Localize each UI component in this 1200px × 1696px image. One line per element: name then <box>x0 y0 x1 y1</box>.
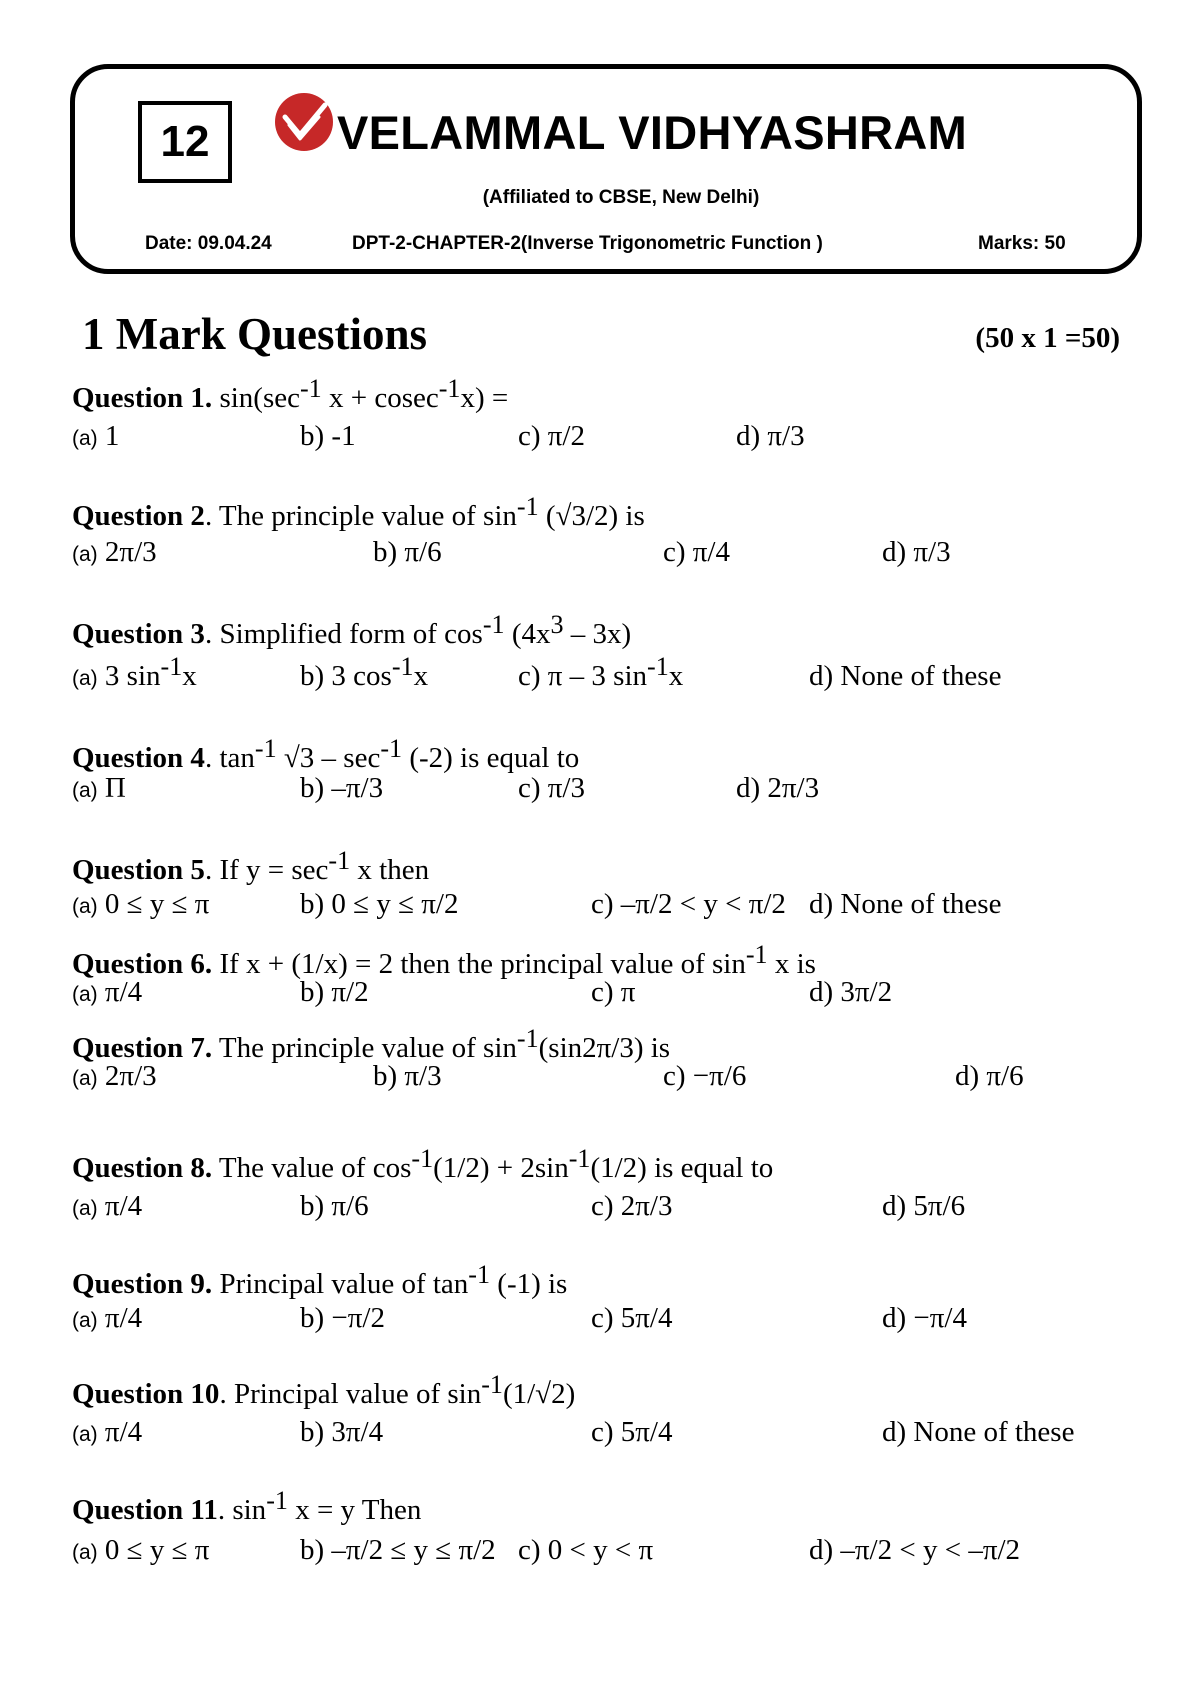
question-label: Question 7. <box>72 1032 213 1064</box>
question-2 <box>72 492 645 533</box>
option-d: d) –π/2 < y < –π/2 <box>809 1534 1021 1566</box>
grade-badge: 12 <box>138 101 232 183</box>
option-d: d) None of these <box>809 888 1002 920</box>
option-b: b) π/6 <box>300 1190 369 1222</box>
option-marker: (a) <box>72 1423 98 1446</box>
option-text: π/4 <box>97 1416 143 1448</box>
test-date: Date: 09.04.24 <box>145 233 272 254</box>
question-label: Question 4 <box>72 742 205 774</box>
option-d: d) −π/4 <box>882 1302 967 1334</box>
option-marker: (a) <box>72 895 98 918</box>
option-c: c) π/3 <box>518 772 585 804</box>
question-text: x then <box>350 854 430 886</box>
question-text: (sin2π/3) is <box>538 1032 671 1064</box>
question-text: . If y = sec <box>204 854 329 886</box>
option-text: 1 <box>97 420 120 452</box>
question-text: x is <box>767 948 816 980</box>
question-label: Question 8. <box>72 1152 213 1184</box>
option-b: b) 0 ≤ y ≤ π/2 <box>300 888 459 920</box>
superscript: -1 <box>568 1144 591 1174</box>
superscript: -1 <box>411 1144 434 1174</box>
affiliation: (Affiliated to CBSE, New Delhi) <box>482 187 760 208</box>
option-d: d) 2π/3 <box>736 772 820 804</box>
option-b: b) −π/2 <box>300 1302 385 1334</box>
test-title: DPT-2-CHAPTER-2(Inverse Trigonometric Function ) <box>352 233 823 254</box>
option-marker: (a) <box>72 543 98 566</box>
question-text: . tan <box>204 742 255 774</box>
option-c: c) π <box>591 976 636 1008</box>
superscript: 3 <box>550 610 564 640</box>
option-c: c) 5π/4 <box>591 1302 673 1334</box>
option-b: b) π/3 <box>373 1060 442 1092</box>
option-a <box>72 888 209 921</box>
question-text: (1/√2) <box>502 1378 576 1410</box>
option-text: Π <box>97 772 126 804</box>
option-text: x <box>413 660 429 692</box>
question-4 <box>72 734 580 775</box>
option-text: x <box>182 660 197 692</box>
superscript: -1 <box>468 1260 491 1290</box>
question-text: . sin <box>217 1494 267 1526</box>
option-d: d) None of these <box>809 660 1002 692</box>
question-label: Question 1. <box>72 382 213 414</box>
school-name: VELAMMAL VIDHYASHRAM <box>337 106 968 159</box>
section-marks: (50 x 1 =50) <box>975 322 1120 354</box>
option-c: c) π/4 <box>663 536 730 568</box>
option-marker: (a) <box>72 1541 98 1564</box>
option-c: c) −π/6 <box>663 1060 747 1092</box>
option-d: d) 3π/2 <box>809 976 893 1008</box>
option-c <box>518 652 684 693</box>
option-b: b) 3π/4 <box>300 1416 384 1448</box>
option-text: c) π – 3 sin <box>518 660 648 692</box>
question-11 <box>72 1486 422 1527</box>
question-text: x = y Then <box>287 1494 422 1526</box>
option-text: 2π/3 <box>97 1060 157 1092</box>
question-label: Question 2 <box>72 500 205 532</box>
section-title: 1 Mark Questions <box>82 309 428 359</box>
question-text: . The principle value of sin <box>204 500 517 532</box>
question-text: x) = <box>460 382 509 414</box>
option-a <box>72 536 157 569</box>
option-text: π/4 <box>97 1302 143 1334</box>
option-a <box>72 652 197 693</box>
question-label: Question 11 <box>72 1494 218 1526</box>
option-a <box>72 1416 142 1449</box>
option-b <box>300 652 429 693</box>
superscript: -1 <box>482 610 505 640</box>
option-c: c) 5π/4 <box>591 1416 673 1448</box>
superscript: -1 <box>391 652 414 682</box>
option-text: 0 ≤ y ≤ π <box>97 888 210 920</box>
option-marker: (a) <box>72 1197 98 1220</box>
option-d: d) None of these <box>882 1416 1075 1448</box>
question-text: (-1) is <box>490 1268 568 1300</box>
header-box <box>70 64 1142 274</box>
option-d: d) π/3 <box>736 420 805 452</box>
superscript: -1 <box>299 374 322 404</box>
superscript: -1 <box>516 1024 539 1054</box>
question-1 <box>72 374 509 415</box>
option-text: 2π/3 <box>97 536 157 568</box>
option-text: 3 sin <box>97 660 161 692</box>
option-b: b) –π/3 <box>300 772 384 804</box>
superscript: -1 <box>438 374 461 404</box>
superscript: -1 <box>380 734 403 764</box>
option-a <box>72 1534 209 1567</box>
option-marker: (a) <box>72 983 98 1006</box>
option-b: b) π/6 <box>373 536 442 568</box>
option-text: x <box>668 660 684 692</box>
question-text: (4x <box>504 618 551 650</box>
option-a <box>72 1190 142 1223</box>
option-d: d) π/6 <box>955 1060 1024 1092</box>
question-text: . Principal value of sin <box>219 1378 482 1410</box>
superscript: -1 <box>516 492 539 522</box>
option-marker: (a) <box>72 1309 98 1332</box>
option-c: c) π/2 <box>518 420 585 452</box>
question-8 <box>72 1144 774 1185</box>
question-label: Question 3 <box>72 618 205 650</box>
option-a <box>72 772 126 805</box>
total-marks: Marks: 50 <box>978 233 1066 254</box>
option-b: b) π/2 <box>300 976 369 1008</box>
question-7 <box>72 1024 671 1065</box>
option-c: c) 2π/3 <box>591 1190 673 1222</box>
question-text: (1/2) + 2sin <box>433 1152 569 1184</box>
option-a <box>72 1302 142 1335</box>
option-marker: (a) <box>72 779 98 802</box>
option-c: c) 0 < y < π <box>518 1534 654 1566</box>
option-text: 0 ≤ y ≤ π <box>97 1534 210 1566</box>
superscript: -1 <box>160 652 183 682</box>
superscript: -1 <box>328 846 351 876</box>
option-a <box>72 1060 157 1093</box>
question-5 <box>72 846 430 887</box>
question-10 <box>72 1370 576 1411</box>
question-6 <box>72 940 816 981</box>
question-text: The principle value of sin <box>212 1032 517 1064</box>
question-text: (-2) is equal to <box>402 742 580 774</box>
option-text: π/4 <box>97 976 143 1008</box>
question-9 <box>72 1260 568 1301</box>
question-label: Question 6. <box>72 948 213 980</box>
option-marker: (a) <box>72 427 98 450</box>
option-b: b) –π/2 ≤ y ≤ π/2 <box>300 1534 496 1566</box>
question-text: x + cosec <box>321 382 439 414</box>
option-marker: (a) <box>72 1067 98 1090</box>
question-text: √3 – sec <box>276 742 381 774</box>
option-a <box>72 420 119 453</box>
option-marker: (a) <box>72 667 98 690</box>
superscript: -1 <box>745 940 768 970</box>
question-text: The value of cos <box>212 1152 412 1184</box>
question-label: Question 10 <box>72 1378 220 1410</box>
question-3 <box>72 610 632 651</box>
option-d: d) 5π/6 <box>882 1190 966 1222</box>
question-label: Question 5 <box>72 854 205 886</box>
question-text: sin(sec <box>212 382 300 414</box>
superscript: -1 <box>647 652 669 682</box>
superscript: -1 <box>481 1370 503 1400</box>
question-text: . Simplified form of cos <box>204 618 483 650</box>
option-a <box>72 976 142 1009</box>
option-text: b) 3 cos <box>300 660 392 692</box>
question-text: (√3/2) is <box>538 500 645 532</box>
option-c: c) –π/2 < y < π/2 <box>591 888 786 920</box>
option-d: d) π/3 <box>882 536 951 568</box>
superscript: -1 <box>266 1486 288 1516</box>
option-text: π/4 <box>97 1190 143 1222</box>
question-label: Question 9. <box>72 1268 213 1300</box>
option-b: b) -1 <box>300 420 356 452</box>
question-text: (1/2) is equal to <box>590 1152 774 1184</box>
question-text: Principal value of tan <box>212 1268 469 1300</box>
superscript: -1 <box>254 734 277 764</box>
checkmark-badge-icon <box>273 91 335 153</box>
question-text: – 3x) <box>563 618 632 650</box>
question-text: If x + (1/x) = 2 then the principal value of sin <box>212 948 746 980</box>
